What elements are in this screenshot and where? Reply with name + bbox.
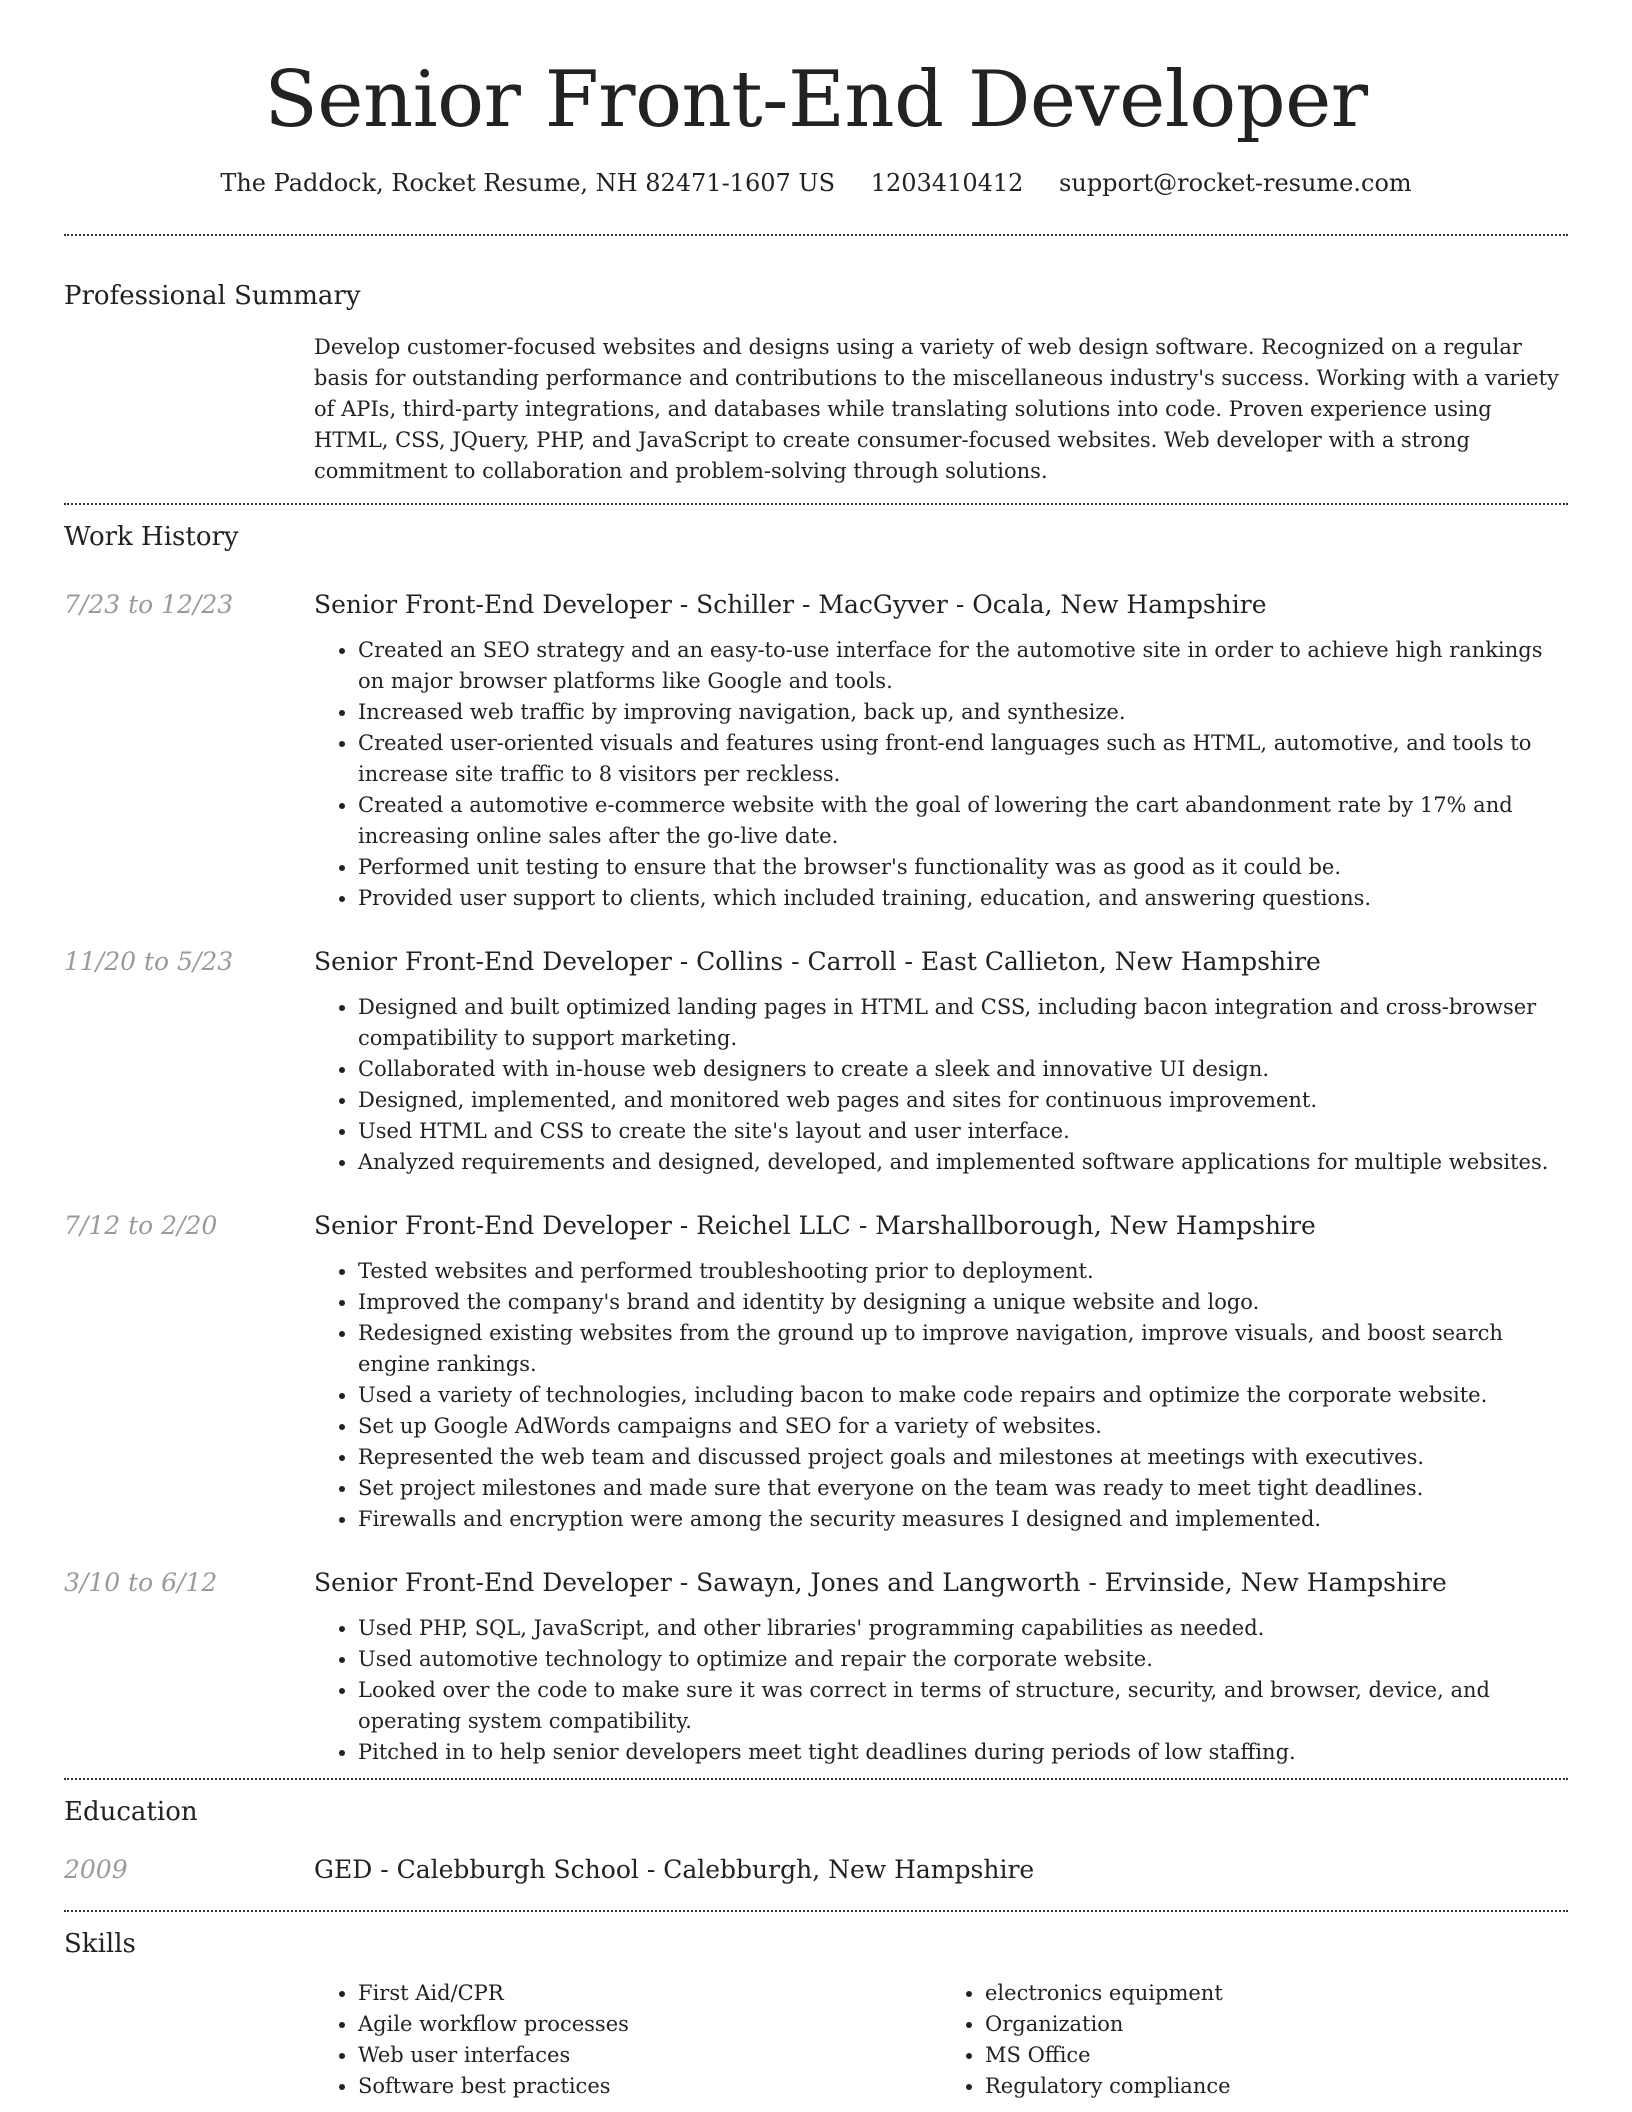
- resume-name: Senior Front-End Developer: [264, 55, 1368, 145]
- skill-item: • electronics equipment: [985, 1978, 1568, 2009]
- job-bullet: • Increased web traffic by improving navigation, back up, and synthesize.: [358, 697, 1568, 728]
- work-history-section: [64, 519, 1568, 1778]
- contact-address: The Paddock, Rocket Resume, NH 82471-1607 US: [220, 169, 836, 197]
- summary-section: [64, 278, 1568, 503]
- education-entry: [64, 1852, 1568, 1910]
- job-bullet: • Designed and built optimized landing pages in HTML and CSS, including bacon integration and cross-browser compatibility to support marketing.: [358, 992, 1568, 1054]
- skill-item: • MS Office: [985, 2040, 1568, 2071]
- skill-item: • First Aid/CPR: [358, 1978, 941, 2009]
- skill-item: • Web user interfaces: [358, 2040, 941, 2071]
- job-bullet: • Analyzed requirements and designed, developed, and implemented software applications for multiple websites.: [358, 1147, 1568, 1178]
- job-bullet: • Collaborated with in-house web designers to create a sleek and innovative UI design.: [358, 1054, 1568, 1085]
- job-entry: [64, 1208, 1568, 1535]
- skill-item: • Regulatory compliance: [985, 2071, 1568, 2102]
- skill-item: • Organization: [985, 2009, 1568, 2040]
- contact-email: support@rocket-resume.com: [1059, 169, 1412, 197]
- job-title: Senior Front-End Developer - Collins - Carroll - East Callieton, New Hampshire: [314, 947, 1321, 976]
- skills-list: [314, 1978, 1568, 2102]
- job-title: Senior Front-End Developer - Reichel LLC - Marshallborough, New Hampshire: [314, 1211, 1316, 1240]
- work-divider: [64, 1778, 1568, 1780]
- work-history-heading: Work History: [64, 522, 239, 552]
- job-bullet: • Represented the web team and discussed project goals and milestones at meetings with executives.: [358, 1442, 1568, 1473]
- job-bullets: [314, 1613, 1568, 1778]
- job-bullet: • Improved the company's brand and identity by designing a unique website and logo.: [358, 1287, 1568, 1318]
- job-bullet: • Used automotive technology to optimize and repair the corporate website.: [358, 1644, 1568, 1675]
- job-bullets: [314, 1256, 1568, 1535]
- job-bullet: • Tested websites and performed troubleshooting prior to deployment.: [358, 1256, 1568, 1287]
- job-dates: 7/12 to 2/20: [64, 1211, 218, 1240]
- job-bullet: • Firewalls and encryption were among the security measures I designed and implemented.: [358, 1504, 1568, 1535]
- job-bullet: • Designed, implemented, and monitored web pages and sites for continuous improvement.: [358, 1085, 1568, 1116]
- job-entry: [64, 587, 1568, 914]
- contact-phone: 1203410412: [870, 169, 1024, 197]
- job-bullet: • Provided user support to clients, which included training, education, and answering questions.: [358, 883, 1568, 914]
- skills-column-right: [941, 1978, 1568, 2102]
- summary-text: Develop customer-focused websites and designs using a variety of web design software. Recognized on a regular basis for outstanding performance and contributions to the miscellaneous industry's success. Working with a variety of APIs, third-party integrations, and databases while translating solutions into code. Proven experience using HTML, CSS, JQuery, PHP, and JavaScript to create consumer-focused websites. Web developer with a strong commitment to collaboration and problem-solving through solutions.: [314, 335, 1559, 483]
- skill-item: • Software best practices: [358, 2071, 941, 2102]
- job-bullet: • Performed unit testing to ensure that the browser's functionality was as good as it could be.: [358, 852, 1568, 883]
- resume-page: [64, 0, 1568, 2102]
- education-section: [64, 1794, 1568, 1910]
- job-entry: [64, 1565, 1568, 1778]
- job-dates: 7/23 to 12/23: [64, 590, 234, 619]
- job-bullet: • Set up Google AdWords campaigns and SEO for a variety of websites.: [358, 1411, 1568, 1442]
- job-entry: [64, 944, 1568, 1178]
- job-title: Senior Front-End Developer - Sawayn, Jones and Langworth - Ervinside, New Hampshire: [314, 1568, 1447, 1597]
- job-title: Senior Front-End Developer - Schiller - MacGyver - Ocala, New Hampshire: [314, 590, 1267, 619]
- header-divider: [64, 234, 1568, 236]
- education-title: GED - Calebburgh School - Calebburgh, New Hampshire: [314, 1855, 1035, 1884]
- summary-divider: [64, 503, 1568, 505]
- job-bullet: • Used HTML and CSS to create the site's layout and user interface.: [358, 1116, 1568, 1147]
- job-dates: 3/10 to 6/12: [64, 1568, 218, 1597]
- education-heading: Education: [64, 1797, 198, 1827]
- contact-line: [64, 166, 1568, 200]
- job-bullet: • Looked over the code to make sure it was correct in terms of structure, security, and browser, device, and operating system compatibility.: [358, 1675, 1568, 1737]
- job-bullet: • Used PHP, SQL, JavaScript, and other libraries' programming capabilities as needed.: [358, 1613, 1568, 1644]
- job-bullets: [314, 992, 1568, 1178]
- job-bullet: • Created a automotive e-commerce website with the goal of lowering the cart abandonment rate by 17% and increasing online sales after the go-live date.: [358, 790, 1568, 852]
- skills-column-left: [314, 1978, 941, 2102]
- job-bullet: • Used a variety of technologies, including bacon to make code repairs and optimize the corporate website.: [358, 1380, 1568, 1411]
- job-bullets: [314, 635, 1568, 914]
- job-bullet: • Created user-oriented visuals and features using front-end languages such as HTML, automotive, and tools to increase site traffic to 8 visitors per reckless.: [358, 728, 1568, 790]
- job-bullet: • Redesigned existing websites from the ground up to improve navigation, improve visuals, and boost search engine rankings.: [358, 1318, 1568, 1380]
- skills-section: [64, 1926, 1568, 2102]
- job-dates: 11/20 to 5/23: [64, 947, 234, 976]
- education-divider: [64, 1910, 1568, 1912]
- skills-heading: Skills: [64, 1929, 136, 1959]
- education-date: 2009: [64, 1855, 128, 1884]
- summary-heading: Professional Summary: [64, 281, 361, 311]
- job-bullet: • Set project milestones and made sure that everyone on the team was ready to meet tight deadlines.: [358, 1473, 1568, 1504]
- job-bullet: • Created an SEO strategy and an easy-to-use interface for the automotive site in order to achieve high rankings on major browser platforms like Google and tools.: [358, 635, 1568, 697]
- job-bullet: • Pitched in to help senior developers meet tight deadlines during periods of low staffing.: [358, 1737, 1568, 1768]
- skill-item: • Agile workflow processes: [358, 2009, 941, 2040]
